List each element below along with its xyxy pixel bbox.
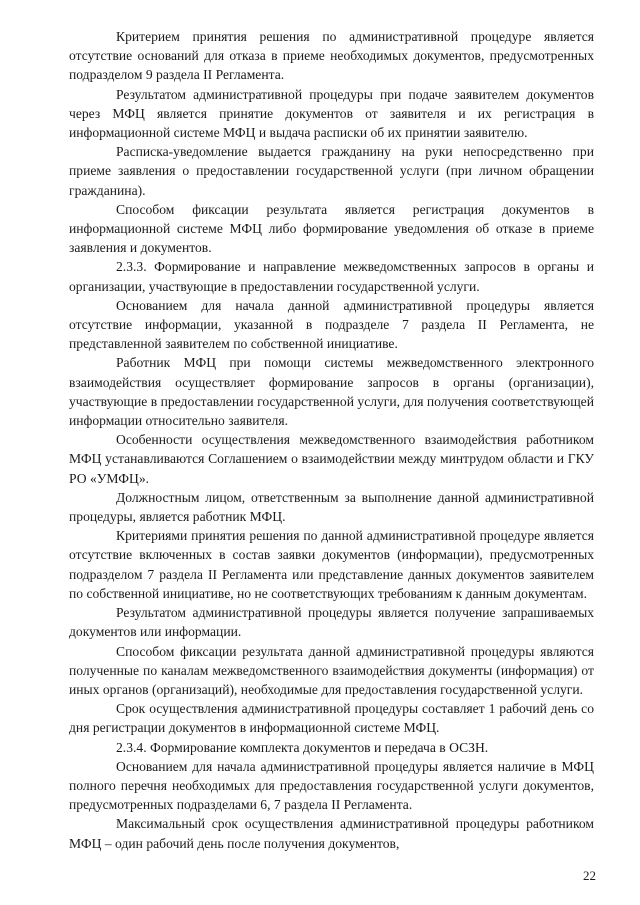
paragraph: Особенности осуществления межведомственного взаимодействия работником МФЦ устанавливаются Соглашением о взаимодействии между минтрудом области и ГКУ РО «УМФЦ». <box>69 432 594 486</box>
paragraph: Основанием для начала административной процедуры является наличие в МФЦ полного перечня необходимых для предоставления государственной услуги документов, предусмотренных подразделами 6, 7 раздела II Регламента. <box>69 758 594 813</box>
paragraph: Способом фиксации результата данной административной процедуры являются полученные по каналам межведомственного взаимодействия документы (информация) от иных органов (организаций), необходимые для предоставления государственной услуги. <box>69 643 594 697</box>
paragraph: Максимальный срок осуществления административной процедуры работником МФЦ – один рабочий день после получения документов, <box>69 816 594 851</box>
paragraph: Способом фиксации результата является регистрация документов в информационной системе МФЦ либо формирование уведомления об отказе в приеме заявления и документов. <box>69 201 594 256</box>
section-heading: 2.3.4. Формирование комплекта документов и передача в ОСЗН. <box>116 739 489 755</box>
paragraph: Расписка-уведомление выдается гражданину на руки непосредственно при приеме заявления о предоставлении государственной услуги (при личном обращении гражданина). <box>69 144 594 198</box>
paragraph: Срок осуществления административной процедуры составляет 1 рабочий день со дня регистрации документов в информационной системе МФЦ. <box>69 701 594 736</box>
paragraph: Результатом административной процедуры является получение запрашиваемых документов или информации. <box>69 605 594 640</box>
paragraph: Критерием принятия решения по административной процедуре является отсутствие оснований для отказа в приеме необходимых документов, предусмотренных подразделом 9 раздела II Регламента. <box>69 29 594 83</box>
paragraph: Результатом административной процедуры при подаче заявителем документов через МФЦ является принятие документов от заявителя и их регистрация в информационной системе МФЦ и выдача расписки об их принятии заявителю. <box>69 86 594 141</box>
section-heading: 2.3.3. Формирование и направление межведомственных запросов в органы и организации, участвующие в предоставлении государственной услуги. <box>69 259 594 294</box>
page-number: 22 <box>583 868 596 883</box>
document-body <box>69 27 594 853</box>
paragraph: Критериями принятия решения по данной административной процедуре является отсутствие включенных в состав заявки документов (информации), предусмотренных подразделом 7 раздела II Регламента или представление данных документов заявителем по собственной инициативе, но не соответствующих требованиям к данным документам. <box>69 528 594 601</box>
paragraph: Работник МФЦ при помощи системы межведомственного электронного взаимодействия осуществляет формирование запросов в органы (организации), участвующие в предоставлении государственной услуги, для получения соответствующей информации относительно заявителя. <box>69 355 594 429</box>
paragraph: Должностным лицом, ответственным за выполнение данной административной процедуры, является работник МФЦ. <box>69 489 594 525</box>
paragraph: Основанием для начала данной административной процедуры является отсутствие информации, указанной в подразделе 7 раздела II Регламента, не представленной заявителем по собственной инициативе. <box>69 297 594 352</box>
